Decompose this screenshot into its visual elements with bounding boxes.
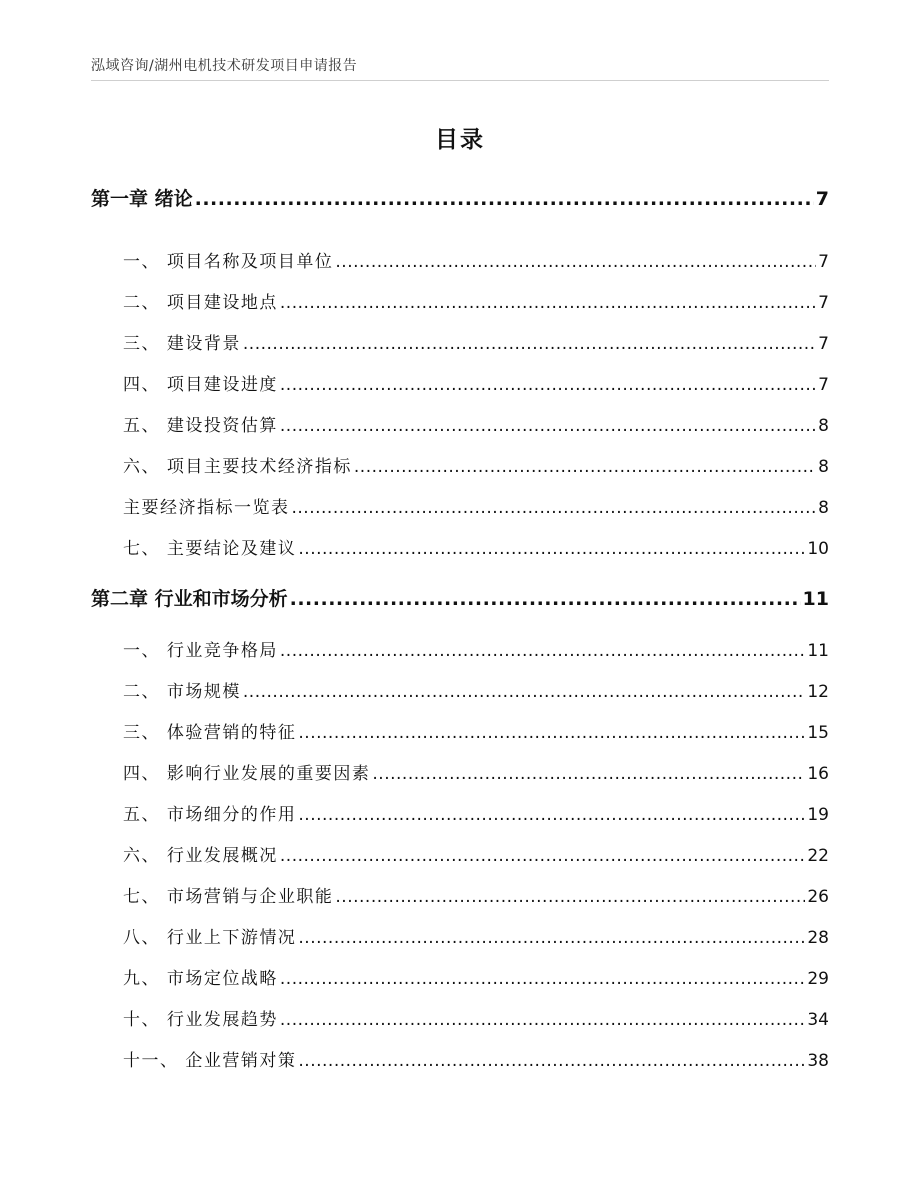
toc-page-number: 10: [807, 539, 829, 559]
toc-leader-dots: [280, 846, 805, 866]
toc-page-number: 15: [807, 723, 829, 743]
toc-leader-dots: [280, 293, 816, 313]
toc-section[interactable]: [123, 452, 829, 477]
toc-leader-dots: [195, 188, 814, 210]
toc-page-number: 11: [802, 588, 829, 610]
toc-leader-dots: [298, 928, 805, 948]
toc-section[interactable]: [123, 677, 829, 702]
toc-leader-dots: [280, 416, 816, 436]
toc-section[interactable]: [123, 636, 829, 661]
toc-page-number: 8: [818, 416, 829, 436]
toc-entry-label: 一、 行业竞争格局: [123, 641, 278, 661]
toc-page-number: 38: [807, 1051, 829, 1071]
toc-entry-label: 三、 体验营销的特征: [123, 723, 297, 743]
toc-chapter-2[interactable]: [91, 584, 829, 611]
toc-page-number: 7: [818, 375, 829, 395]
toc-leader-dots: [280, 969, 805, 989]
toc-entry-label: 四、 影响行业发展的重要因素: [123, 764, 371, 784]
toc-page-number: 34: [807, 1010, 829, 1030]
toc-entry-label: 二、 项目建设地点: [123, 293, 278, 313]
toc-leader-dots: [243, 334, 816, 354]
toc-page-number: 7: [818, 252, 829, 272]
toc-page-number: 26: [807, 887, 829, 907]
toc-leader-dots: [280, 1010, 805, 1030]
toc-entry-label: 第二章 行业和市场分析: [91, 588, 288, 610]
toc-title: 目录: [435, 127, 485, 153]
toc-page-number: 22: [807, 846, 829, 866]
toc-entry-label: 第一章 绪论: [91, 188, 193, 210]
toc-leader-dots: [280, 375, 816, 395]
toc-section[interactable]: [123, 800, 829, 825]
toc-section[interactable]: [123, 411, 829, 436]
toc-section[interactable]: [123, 370, 829, 395]
toc-leader-dots: [298, 723, 805, 743]
toc-section[interactable]: [123, 964, 829, 989]
toc-entry-label: 十、 行业发展趋势: [123, 1010, 278, 1030]
toc-leader-dots: [243, 682, 805, 702]
toc-section[interactable]: [123, 534, 829, 559]
toc-leader-dots: [335, 887, 805, 907]
toc-entry-label: 五、 市场细分的作用: [123, 805, 297, 825]
toc-leader-dots: [335, 252, 816, 272]
toc-page-number: 7: [815, 188, 829, 210]
toc-entry-label: 八、 行业上下游情况: [123, 928, 297, 948]
toc-section[interactable]: [123, 841, 829, 866]
toc-section[interactable]: [123, 329, 829, 354]
toc-entry-label: 二、 市场规模: [123, 682, 241, 702]
toc-section[interactable]: [123, 247, 829, 272]
toc-leader-dots: [280, 641, 805, 661]
toc-page-number: 7: [818, 334, 829, 354]
toc-entry-label: 九、 市场定位战略: [123, 969, 278, 989]
toc-page-number: 7: [818, 293, 829, 313]
toc-page-number: 19: [807, 805, 829, 825]
toc-leader-dots: [354, 457, 816, 477]
toc-entry-label: 一、 项目名称及项目单位: [123, 252, 334, 272]
toc-page-number: 12: [807, 682, 829, 702]
page-header: 泓域咨询/湖州电机技术研发项目申请报告: [91, 58, 358, 74]
toc-entry-label: 六、 项目主要技术经济指标: [123, 457, 352, 477]
toc-leader-dots: [292, 498, 817, 518]
toc-entry-label: 主要经济指标一览表: [123, 498, 290, 518]
toc-entry-label: 十一、 企业营销对策: [123, 1051, 297, 1071]
toc-section[interactable]: [123, 923, 829, 948]
toc-leader-dots: [290, 588, 801, 610]
toc-entry-label: 六、 行业发展概况: [123, 846, 278, 866]
toc-leader-dots: [298, 1051, 805, 1071]
toc-page-number: 29: [807, 969, 829, 989]
toc-page-number: 8: [818, 498, 829, 518]
toc-section[interactable]: [123, 882, 829, 907]
toc-chapter-1[interactable]: [91, 184, 829, 211]
toc-page-number: 11: [807, 641, 829, 661]
toc-leader-dots: [298, 805, 805, 825]
toc-section[interactable]: [123, 759, 829, 784]
toc-section[interactable]: [123, 718, 829, 743]
header-divider: [91, 80, 829, 81]
toc-leader-dots: [298, 539, 805, 559]
toc-page-number: 8: [818, 457, 829, 477]
toc-section[interactable]: [123, 288, 829, 313]
toc-entry-label: 五、 建设投资估算: [123, 416, 278, 436]
toc-page-number: 28: [807, 928, 829, 948]
toc-section[interactable]: [123, 1046, 829, 1071]
toc-page-number: 16: [807, 764, 829, 784]
toc-entry-label: 七、 主要结论及建议: [123, 539, 297, 559]
toc-entry-label: 四、 项目建设进度: [123, 375, 278, 395]
toc-section[interactable]: [123, 1005, 829, 1030]
toc-leader-dots: [372, 764, 805, 784]
toc-entry-label: 七、 市场营销与企业职能: [123, 887, 334, 907]
toc-entry-label: 三、 建设背景: [123, 334, 241, 354]
toc-subsection[interactable]: [123, 493, 829, 518]
